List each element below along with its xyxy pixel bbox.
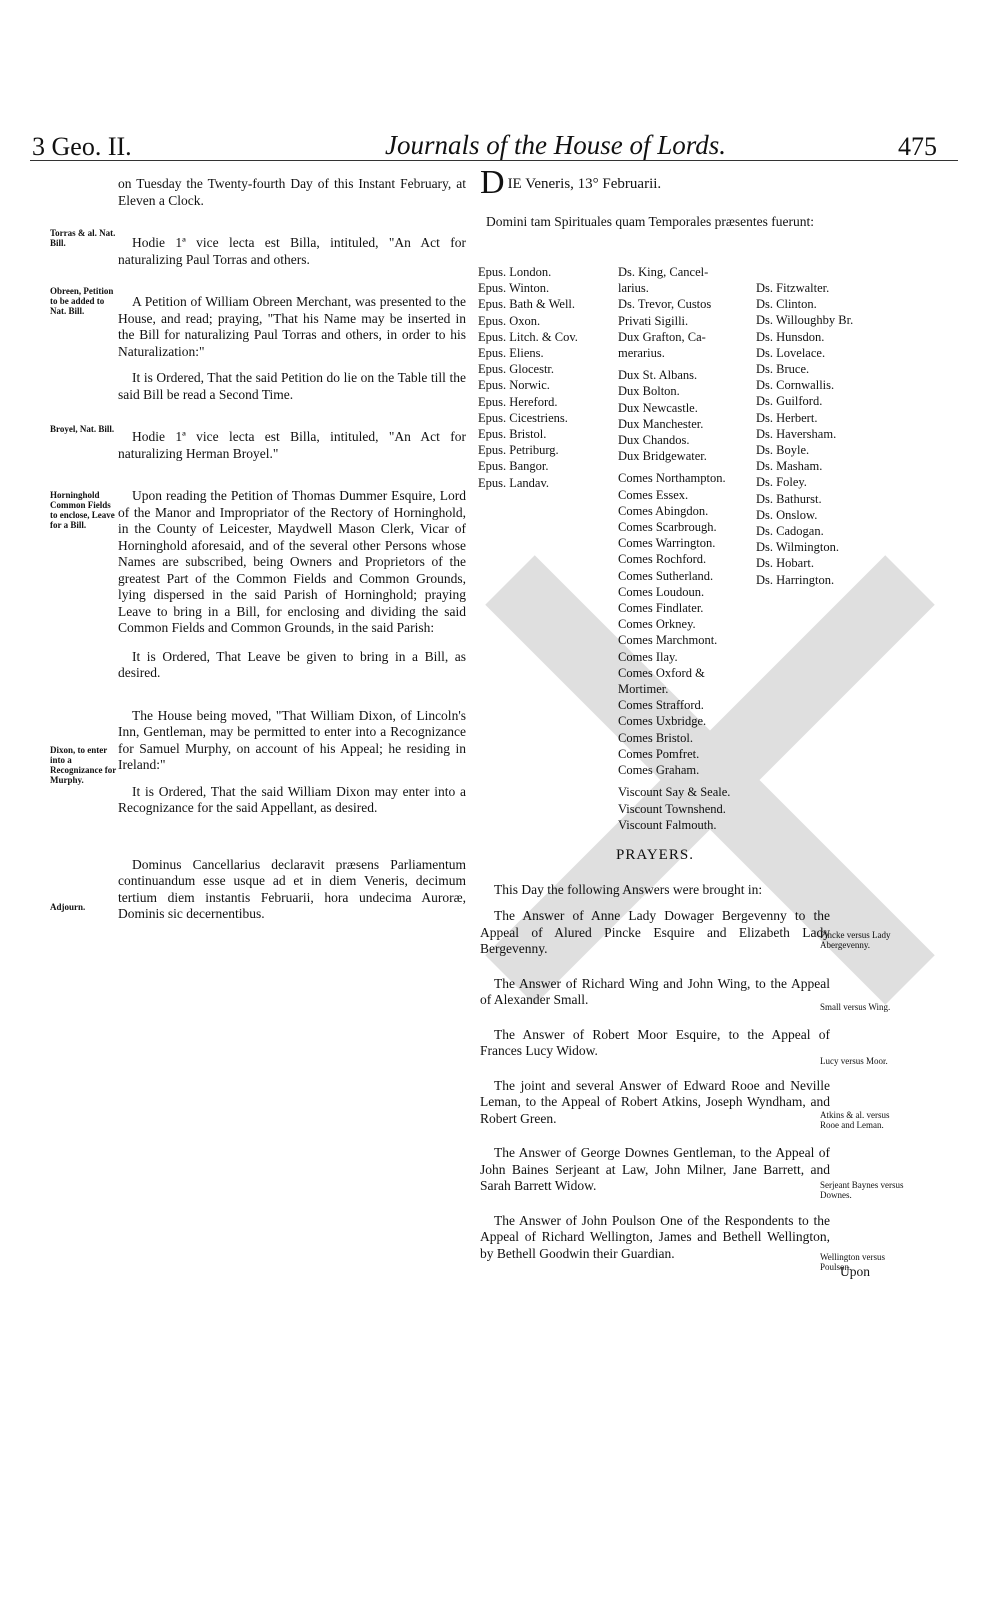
- lord-entry: Epus. Norwic.: [478, 378, 550, 393]
- lord-entry: Comes Sutherland.: [618, 568, 714, 583]
- answer-item: The Answer of Robert Moor Esquire, to the Appeal of Frances Lucy Widow.: [480, 1026, 830, 1058]
- lord-entry: Ds. Haversham.: [756, 426, 837, 441]
- lords-temporal-2: [756, 280, 853, 588]
- lord-entry: Ds. Hobart.: [756, 556, 814, 571]
- margin-note: Obreen, Petition to be added to Nat. Bill.: [50, 286, 114, 316]
- margin-note: Horninghold Common Fields to enclose, Leave for a Bill.: [50, 490, 115, 530]
- lord-entry: Epus. Landav.: [478, 475, 550, 490]
- lord-entry: Ds. Herbert.: [756, 410, 818, 425]
- lord-entry: Comes Marchmont.: [618, 633, 718, 648]
- lord-entry: Comes Rochford.: [618, 552, 707, 567]
- lord-entry: Ds. Wilmington.: [756, 540, 839, 555]
- lord-entry: Comes Loudoun.: [618, 584, 705, 599]
- lord-entry: Epus. Bath & Well.: [478, 297, 576, 312]
- margin-note: Lucy versus Moor.: [820, 1056, 888, 1066]
- lord-entry: Privati Sigilli.: [618, 313, 689, 328]
- lord-entry: larius.: [618, 281, 649, 296]
- answers-intro: This Day the following Answers were brought in:: [494, 881, 763, 897]
- lord-entry: Viscount Say & Seale.: [618, 785, 731, 800]
- lord-entry: Ds. Masham.: [756, 459, 823, 474]
- entry-text: Hodie 1ª vice lecta est Billa, intituled, "An Act for naturalizing Herman Broyel.": [118, 429, 466, 461]
- lord-entry: Ds. Hunsdon.: [756, 329, 825, 344]
- entry-text: It is Ordered, That Leave be given to bring in a Bill, as desired.: [118, 648, 466, 680]
- lord-entry: Dux Bridgewater.: [618, 449, 707, 464]
- lords-temporal-1: [618, 264, 730, 833]
- lords-spiritual: [478, 264, 578, 491]
- entry-text: It is Ordered, That the said Petition do lie on the Table till the said Bill be read a Second Time.: [118, 370, 466, 402]
- answer-item: The Answer of Richard Wing and John Wing, to the Appeal of Alexander Small.: [480, 975, 830, 1007]
- entry-text: The House being moved, "That William Dixon, of Lincoln's Inn, Gentleman, may be permitted to enter into a Recognizance for Samuel Murphy, on account of his Appeal; he residing in Ireland:": [118, 707, 466, 772]
- lord-entry: Ds. Boyle.: [756, 443, 810, 458]
- present-heading: Domini tam Spirituales quam Temporales præsentes fuerunt:: [486, 214, 814, 229]
- lord-entry: Epus. Oxon.: [478, 313, 541, 328]
- lord-entry: Ds. Clinton.: [756, 297, 817, 312]
- session-header: [480, 164, 820, 231]
- margin-note: Torras & al. Nat. Bill.: [50, 228, 116, 248]
- lord-entry: Epus. London.: [478, 265, 552, 279]
- regnal-year: 3 Geo. II.: [32, 132, 132, 161]
- margin-note: Small versus Wing.: [820, 1002, 891, 1012]
- lord-entry: Dux Chandos.: [618, 433, 690, 448]
- lord-entry: Epus. Bristol.: [478, 427, 547, 442]
- lord-entry: Epus. Bangor.: [478, 459, 549, 474]
- lord-entry: Dux Bolton.: [618, 384, 680, 399]
- journal-title: Journals of the House of Lords.: [385, 130, 727, 160]
- entry-text: on Tuesday the Twenty-fourth Day of this Instant February, at Eleven a Clock.: [118, 176, 466, 208]
- margin-note: Dixon, to enter into a Recognizance for Murphy.: [50, 745, 117, 785]
- entry-text: Upon reading the Petition of Thomas Dummer Esquire, Lord of the Manor and Impropriator of the Rectory of Horninghold, in the County of Leicester, Maydwell Mason Clerk, Vicar of Horninghold aforesaid, and of the several other Persons whose Names are subscribed, being Owners and Proprietors of the greatest Part of the Common Fields and Common Grounds, lying dispersed in the said Parish of Horninghold; praying Leave to bring in a Bill, for enclosing and dividing the said Common Fields and Common Grounds, in the said Parish:: [118, 488, 466, 635]
- lord-entry: Epus. Cicestriens.: [478, 410, 568, 425]
- entry-text: Dominus Cancellarius declaravit præsens Parliamentum continuandum esse usque ad et in diem Veneris, decimum tertium diem instantis Februarii, hora undecima Auroræ, Dominis sic decernentibus.: [118, 856, 466, 921]
- lord-entry: Epus. Litch. & Cov.: [478, 329, 578, 344]
- lord-entry: Ds. Lovelace.: [756, 345, 826, 360]
- lord-entry: Ds. Harrington.: [756, 572, 835, 587]
- lord-entry: Comes Northampton.: [618, 471, 726, 486]
- lord-entry: Dux Newcastle.: [618, 400, 698, 415]
- lord-entry: Epus. Glocestr.: [478, 362, 555, 377]
- lord-entry: Mortimer.: [618, 682, 669, 697]
- margin-note: Serjeant Baynes versus Downes.: [820, 1180, 904, 1200]
- lord-entry: Comes Graham.: [618, 763, 700, 778]
- lord-entry: Dux St. Albans.: [618, 368, 698, 383]
- drop-cap: D: [480, 168, 505, 200]
- lord-entry: Viscount Townshend.: [618, 801, 726, 816]
- catchword: Upon: [840, 1264, 870, 1279]
- margin-note: Wellington versus Poulson.: [820, 1252, 886, 1272]
- lord-entry: Comes Scarbrough.: [618, 520, 717, 535]
- lord-entry: Comes Warrington.: [618, 536, 716, 551]
- lord-entry: Ds. Cadogan.: [756, 524, 824, 539]
- lord-entry: merarius.: [618, 346, 665, 361]
- lord-entry: Ds. Guilford.: [756, 394, 823, 409]
- lord-entry: Ds. Cornwallis.: [756, 378, 835, 393]
- entry-text: It is Ordered, That the said William Dixon may enter into a Recognizance for the said Appellant, as desired.: [118, 783, 466, 815]
- margin-note: Adjourn.: [50, 902, 86, 912]
- margin-note: Pincke versus Lady Abergevenny.: [820, 930, 891, 950]
- lord-entry: Dux Grafton, Ca-: [618, 329, 706, 344]
- lord-entry: Ds. Bathurst.: [756, 491, 822, 506]
- lord-entry: Epus. Hereford.: [478, 394, 558, 409]
- answer-item: The Answer of George Downes Gentleman, to the Appeal of John Baines Serjeant at Law, John Milner, Jane Barrett, and Sarah Barrett Widow.: [480, 1145, 830, 1193]
- lord-entry: Epus. Petriburg.: [478, 443, 559, 458]
- answer-item: The Answer of John Poulson One of the Respondents to the Appeal of Richard Wellington, James and Bethell Wellington, by Bethell Goodwin their Guardian.: [480, 1212, 830, 1261]
- header-rule: [30, 160, 958, 161]
- lord-entry: Comes Strafford.: [618, 698, 704, 713]
- lord-entry: Ds. Foley.: [756, 475, 807, 490]
- prayers-heading: PRAYERS.: [616, 847, 694, 863]
- lord-entry: Ds. Bruce.: [756, 362, 810, 377]
- lord-entry: Comes Bristol.: [618, 730, 694, 745]
- session-title: IE Veneris, 13° Februarii.: [507, 176, 662, 192]
- lord-entry: Ds. Onslow.: [756, 507, 818, 522]
- lord-entry: Comes Essex.: [618, 487, 689, 502]
- lord-entry: Comes Orkney.: [618, 617, 696, 632]
- lord-entry: Dux Manchester.: [618, 416, 704, 431]
- lord-entry: Comes Oxford &: [618, 665, 705, 680]
- lord-entry: Ds. King, Cancel-: [618, 265, 709, 279]
- lord-entry: Viscount Falmouth.: [618, 817, 717, 832]
- lord-entry: Ds. Willoughby Br.: [756, 313, 854, 328]
- answer-item: The joint and several Answer of Edward Rooe and Neville Leman, to the Appeal of Robert Atkins, Joseph Wyndham, and Robert Green.: [480, 1077, 830, 1126]
- lord-entry: Epus. Winton.: [478, 281, 550, 296]
- entry-text: A Petition of William Obreen Merchant, was presented to the House, and read; praying, "That his Name may be inserted in the Bill for naturalizing Paul Torras and others, in order to his Naturalization:": [118, 294, 466, 359]
- lord-entry: Ds. Fitzwalter.: [756, 281, 830, 295]
- lord-entry: Comes Ilay.: [618, 649, 678, 664]
- page-number: 475: [898, 132, 937, 161]
- lord-entry: Comes Pomfret.: [618, 746, 700, 761]
- answer-item: The Answer of Anne Lady Dowager Bergevenny to the Appeal of Alured Pincke Esquire and Elizabeth Lady Bergevenny.: [480, 908, 830, 956]
- entry-text: Hodie 1ª vice lecta est Billa, intituled, "An Act for naturalizing Paul Torras and others.: [118, 235, 466, 267]
- margin-note: Atkins & al. versus Rooe and Leman.: [820, 1110, 890, 1130]
- running-header: [0, 120, 992, 160]
- lord-entry: Comes Uxbridge.: [618, 714, 707, 729]
- lord-entry: Epus. Eliens.: [478, 346, 544, 361]
- lord-entry: Comes Abingdon.: [618, 503, 709, 518]
- lord-entry: Ds. Trevor, Custos: [618, 297, 712, 312]
- lord-entry: Comes Findlater.: [618, 601, 704, 616]
- margin-note: Broyel, Nat. Bill.: [50, 424, 115, 434]
- left-column: [118, 164, 466, 923]
